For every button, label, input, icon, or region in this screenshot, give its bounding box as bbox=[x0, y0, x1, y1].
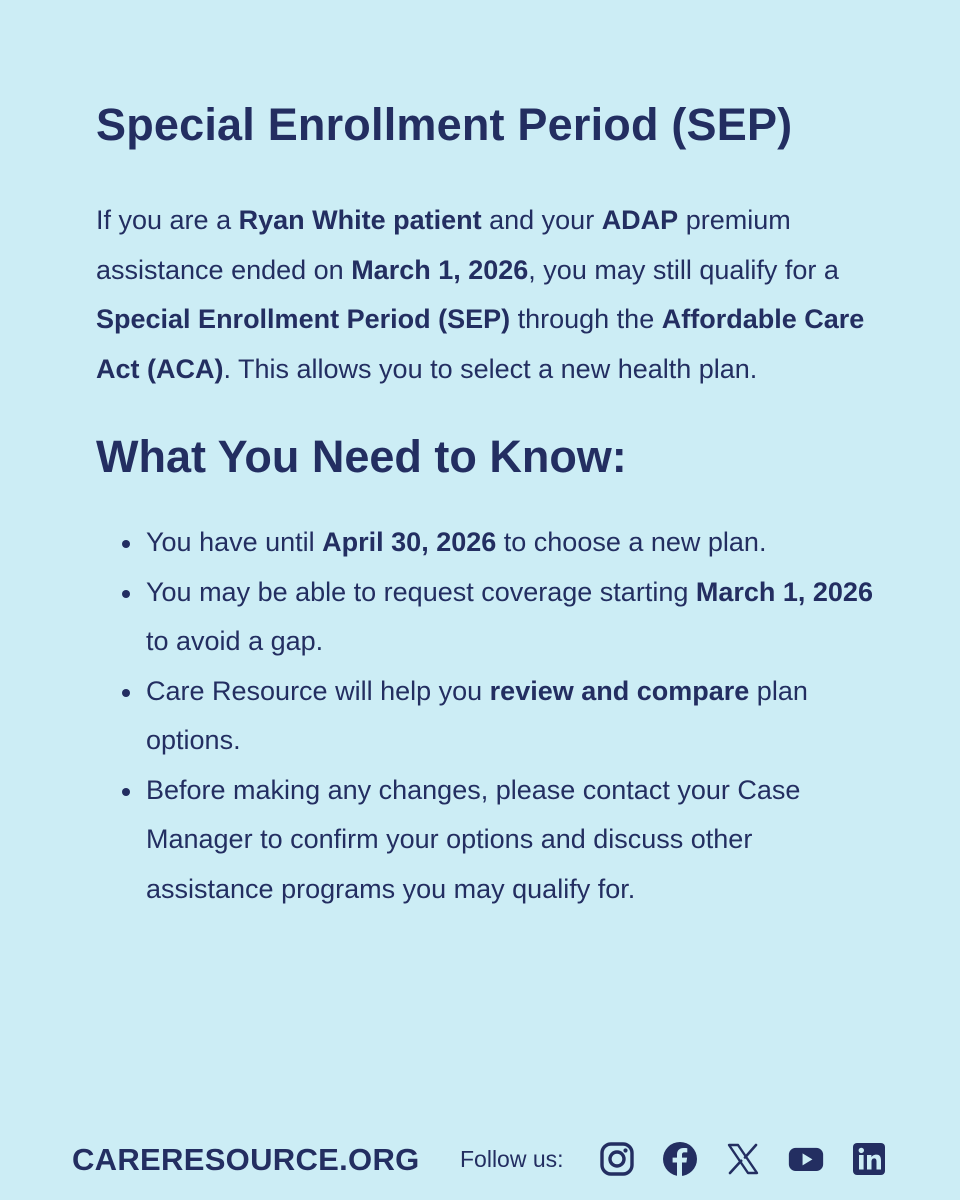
page-title: Special Enrollment Period (SEP) bbox=[96, 99, 793, 150]
list-item bbox=[96, 568, 881, 667]
footer bbox=[72, 1134, 888, 1184]
section-heading: What You Need to Know: bbox=[96, 431, 627, 482]
intro-emphasis: Affordable Care Act (ACA) bbox=[96, 304, 865, 384]
intro-text: premium assistance ended on bbox=[96, 205, 791, 285]
linkedin-icon[interactable] bbox=[851, 1141, 887, 1177]
facebook-icon[interactable] bbox=[662, 1141, 698, 1177]
list-item bbox=[96, 518, 881, 568]
bullet-dot bbox=[122, 689, 130, 697]
instagram-icon[interactable] bbox=[599, 1141, 635, 1177]
website-link[interactable]: CARERESOURCE.ORG bbox=[72, 1142, 420, 1177]
youtube-icon[interactable] bbox=[788, 1141, 824, 1177]
intro-text: If you are a bbox=[96, 205, 239, 235]
list-item-text: plan options. bbox=[146, 675, 808, 755]
list-item-emphasis: March 1, 2026 bbox=[695, 576, 873, 607]
bullet-dot bbox=[122, 788, 130, 796]
bullet-dot bbox=[122, 590, 130, 598]
main-content bbox=[96, 92, 876, 914]
bullet-dot bbox=[122, 540, 130, 548]
intro-text: . This allows you to select a new health plan. bbox=[223, 353, 758, 384]
intro-emphasis: ADAP bbox=[601, 205, 679, 235]
list-item-text: Before making any changes, please contact your Case Manager to confirm your options and discuss other assistance programs you may qualify for. bbox=[146, 774, 801, 904]
list-item-text: You have until bbox=[146, 527, 323, 557]
follow-us-label: Follow us: bbox=[460, 1146, 564, 1172]
list-item-text: You may be able to request coverage starting bbox=[146, 576, 696, 607]
list-item-emphasis: April 30, 2026 bbox=[322, 527, 497, 557]
list-item bbox=[96, 766, 881, 915]
list-item-text: Care Resource will help you bbox=[146, 675, 490, 706]
intro-emphasis: March 1, 2026 bbox=[351, 254, 529, 285]
intro-text: through the bbox=[510, 304, 662, 334]
intro-paragraph bbox=[96, 196, 876, 394]
list-item-emphasis: review and compare bbox=[489, 675, 750, 706]
intro-text: , you may still qualify for a bbox=[528, 254, 839, 285]
list-item bbox=[96, 667, 881, 766]
list-item-text: to choose a new plan. bbox=[496, 527, 767, 557]
list-item-text: to avoid a gap. bbox=[146, 626, 324, 656]
info-list bbox=[96, 518, 876, 914]
x-icon[interactable] bbox=[725, 1141, 761, 1177]
social-icons bbox=[599, 1140, 887, 1178]
intro-emphasis: Ryan White patient bbox=[238, 205, 482, 235]
intro-text: and your bbox=[481, 205, 602, 235]
intro-emphasis: Special Enrollment Period (SEP) bbox=[96, 304, 511, 334]
